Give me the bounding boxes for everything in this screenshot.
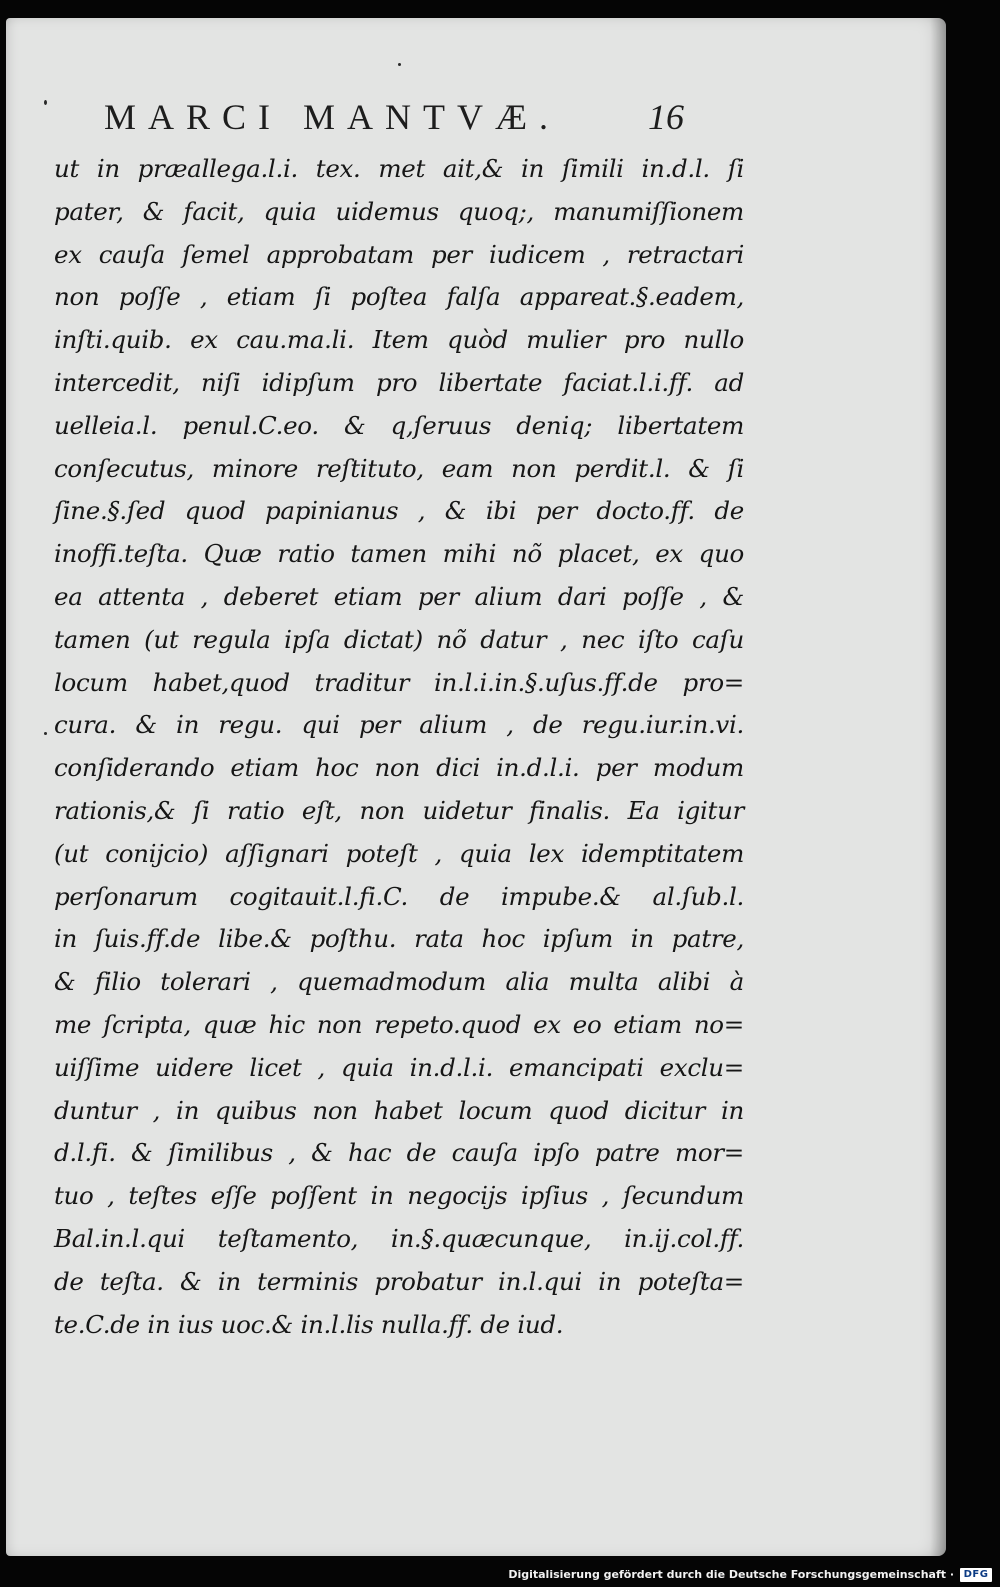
text-line: non poſſe , etiam ſi poſtea falſa appareat.§.eadem, [54, 282, 744, 312]
text-line: locum habet,quod traditur in.l.i.in.§.uſus.ff.de pro= [54, 667, 744, 697]
text-line: rationis,& ſi ratio eſt, non uidetur finalis. Ea igitur [54, 795, 744, 825]
text-line: pater, & facit, quia uidemus quoq;, manumiſſionem [54, 196, 744, 226]
text-line: d.l.fi. & ſimilibus , & hac de cauſa ipſo patre mor= [54, 1138, 744, 1168]
text-line: duntur , in quibus non habet locum quod dicitur in [54, 1095, 744, 1125]
text-line: perſonarum cogitauit.l.fi.C. de impube.& al.ſub.l. [54, 881, 744, 911]
text-line: uiſſime uidere licet , quia in.d.l.i. emancipati exclu= [54, 1052, 744, 1082]
text-line: conſiderando etiam hoc non dici in.d.l.i. per modum [54, 753, 744, 783]
text-line: uelleia.l. penul.C.eo. & q,ſeruus deniq; libertatem [54, 410, 744, 440]
text-line: ſine.§.ſed quod papinianus , & ibi per docto.ff. de [54, 496, 744, 526]
ink-speck [44, 732, 47, 735]
text-line: tuo , teſtes eſſe poſſent in negocijs ipſius , ſecundum [54, 1181, 744, 1211]
page-number: 16 [648, 97, 684, 137]
text-line: & filio tolerari , quemadmodum alia multa alibi à [54, 967, 744, 997]
text-line: me ſcripta, quæ hic non repeto.quod ex eo etiam no= [54, 1009, 744, 1039]
text-line: ex cauſa ſemel approbatam per iudicem , retractari [54, 239, 744, 269]
text-line: te.C.de in ius uoc.& in.l.lis nulla.ff. de iud. [54, 1309, 564, 1339]
funding-credit: Digitalisierung gefördert durch die Deutsche Forschungsgemeinschaft · [508, 1568, 954, 1581]
text-line: inoffi.teſta. Quæ ratio tamen mihi nõ placet, ex quo [54, 539, 744, 569]
dfg-logo-icon: DFG [960, 1568, 992, 1582]
text-line: tamen (ut regula ipſa dictat) nõ datur , nec iſto caſu [54, 624, 744, 654]
text-line: ut in præallega.l.i. tex. met ait,& in ſimili in.d.l. ſi [54, 154, 744, 183]
text-line: ea attenta , deberet etiam per alium dari poſſe , & [54, 581, 744, 611]
book-page [6, 18, 946, 1556]
running-head [104, 96, 684, 152]
footer-bar [0, 1561, 1000, 1587]
text-line: cura. & in regu. qui per alium , de regu.iur.in.vi. [54, 710, 744, 740]
ink-speck [44, 100, 47, 105]
text-line: inſti.quib. ex cau.ma.li. Item quòd mulier pro nullo [54, 325, 744, 355]
ink-speck [398, 63, 401, 66]
text-line: conſecutus, minore reſtituto, eam non perdit.l. & ſi [54, 453, 744, 483]
text-line: Bal.in.l.qui teſtamento, in.§.quæcunque, in.ij.col.ff. [54, 1223, 744, 1253]
text-line: (ut conijcio) aſſignari poteſt , quia lex idemptitatem [54, 838, 744, 868]
text-line: in ſuis.ff.de libe.& poſthu. rata hoc ipſum in patre, [54, 924, 744, 954]
running-title: MARCI MANTVÆ. [104, 97, 561, 137]
text-line: de teſta. & in terminis probatur in.l.qui in poteſta= [54, 1266, 744, 1296]
body-text [54, 148, 744, 1346]
text-line: intercedit, niſi idipſum pro libertate faciat.l.i.ff. ad [54, 367, 744, 397]
